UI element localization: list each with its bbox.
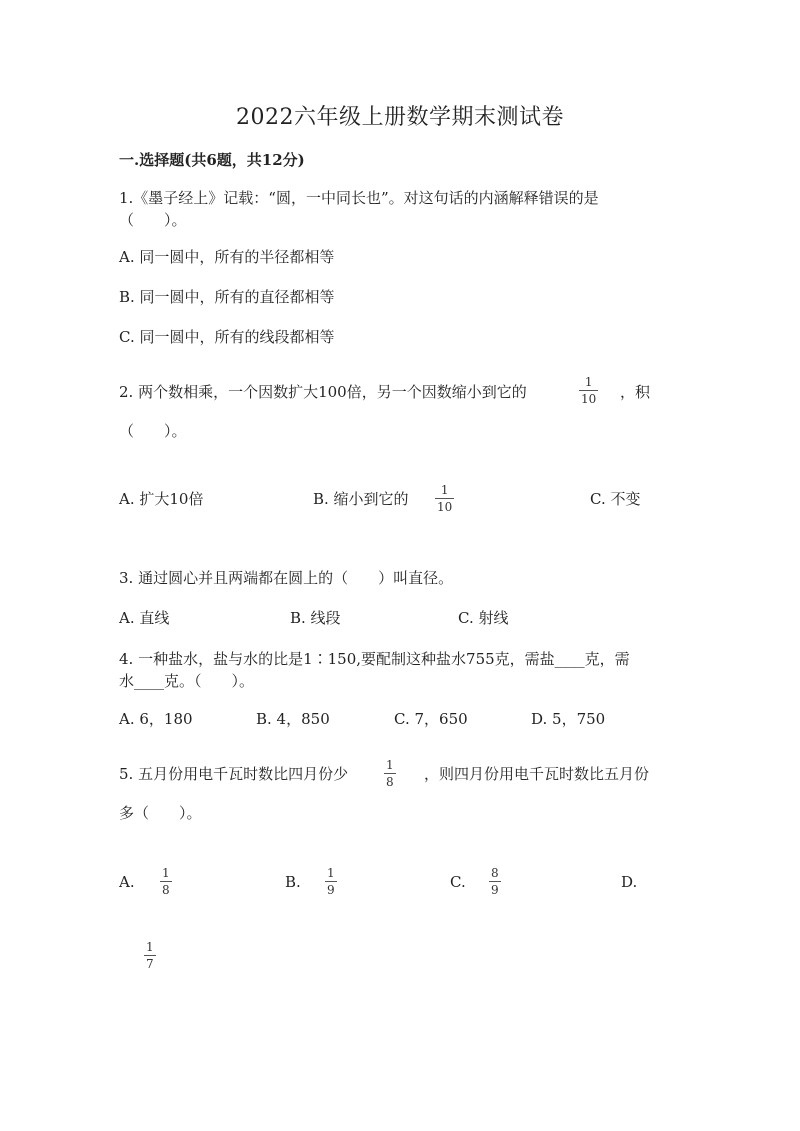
q2-option-a[interactable]: A. 扩大10倍 xyxy=(119,490,204,508)
q2-option-c[interactable]: C. 不变 xyxy=(590,490,641,508)
q5-option-b[interactable]: B. xyxy=(285,873,301,891)
page-title: 2022六年级上册数学期末测试卷 xyxy=(236,105,564,130)
q1-stem-line2: （ ）。 xyxy=(119,211,187,229)
q5-option-a-denominator: 8 xyxy=(162,883,170,897)
q1-option-a[interactable]: A. 同一圆中，所有的半径都相等 xyxy=(119,248,335,266)
fraction-bar xyxy=(325,881,337,882)
q5-option-d[interactable]: D. xyxy=(621,873,638,891)
q5-stem-post: ，则四月份用电千瓦时数比五月份 xyxy=(424,765,650,783)
q5-option-d-numerator: 1 xyxy=(146,940,154,954)
q5-fraction-denominator: 8 xyxy=(386,775,394,789)
q2-fraction-numerator: 1 xyxy=(584,375,593,389)
fraction-bar xyxy=(579,390,598,391)
fraction-bar xyxy=(384,773,396,774)
fraction-bar xyxy=(489,881,501,882)
q5-fraction-numerator: 1 xyxy=(386,758,394,772)
q5-option-b-fraction xyxy=(325,867,337,897)
q2-option-b-fraction xyxy=(435,484,454,514)
q2-option-b-denominator: 10 xyxy=(437,500,453,514)
q5-option-d-fraction xyxy=(144,941,156,971)
q4-option-a[interactable]: A. 6，180 xyxy=(119,710,193,728)
q2-fraction xyxy=(579,376,598,406)
q5-stem-line2: 多（ ）。 xyxy=(119,804,202,822)
q5-option-c-fraction xyxy=(489,867,501,897)
q2-fraction-denominator: 10 xyxy=(581,392,597,406)
q2-stem-pre: 2. 两个数相乘，一个因数扩大100倍，另一个因数缩小到它的 xyxy=(119,383,527,401)
section-heading: 一.选择题(共6题，共12分) xyxy=(119,151,305,169)
q1-option-c[interactable]: C. 同一圆中，所有的线段都相等 xyxy=(119,328,335,346)
q5-option-c-denominator: 9 xyxy=(491,883,499,897)
q5-fraction xyxy=(384,759,396,789)
fraction-bar xyxy=(435,498,454,499)
q2-option-b-numerator: 1 xyxy=(440,483,449,497)
q4-option-b[interactable]: B. 4，850 xyxy=(256,710,330,728)
q5-option-a[interactable]: A. xyxy=(119,873,135,891)
q2-option-b[interactable]: B. 缩小到它的 xyxy=(313,490,409,508)
q3-option-a[interactable]: A. 直线 xyxy=(119,609,170,627)
q3-option-b[interactable]: B. 线段 xyxy=(290,609,341,627)
q2-stem-line2: （ ）。 xyxy=(119,422,187,440)
q5-option-c-numerator: 8 xyxy=(491,866,499,880)
q3-stem: 3. 通过圆心并且两端都在圆上的（ ）叫直径。 xyxy=(119,569,454,587)
q5-option-b-denominator: 9 xyxy=(327,883,335,897)
q5-option-a-fraction xyxy=(160,867,172,897)
q3-option-c[interactable]: C. 射线 xyxy=(458,609,509,627)
q5-option-c[interactable]: C. xyxy=(450,873,466,891)
fraction-bar xyxy=(160,881,172,882)
q5-option-d-denominator: 7 xyxy=(146,957,154,971)
q4-stem-line2: 水____克。（ ）。 xyxy=(119,672,255,690)
q4-option-c[interactable]: C. 7，650 xyxy=(394,710,468,728)
q1-stem-line1: 1.《墨子经上》记载：“圆，一中同长也”。对这句话的内涵解释错误的是 xyxy=(119,189,599,207)
q5-option-b-numerator: 1 xyxy=(327,866,335,880)
q5-stem-pre: 5. 五月份用电千瓦时数比四月份少 xyxy=(119,765,349,783)
q1-option-b[interactable]: B. 同一圆中，所有的直径都相等 xyxy=(119,288,335,306)
q4-stem-line1: 4. 一种盐水，盐与水的比是1∶150,要配制这种盐水755克，需盐____克，需 xyxy=(119,650,630,668)
q2-stem-post: ，积 xyxy=(620,383,651,401)
q5-option-a-numerator: 1 xyxy=(162,866,170,880)
q4-option-d[interactable]: D. 5，750 xyxy=(531,710,606,728)
fraction-bar xyxy=(144,955,156,956)
